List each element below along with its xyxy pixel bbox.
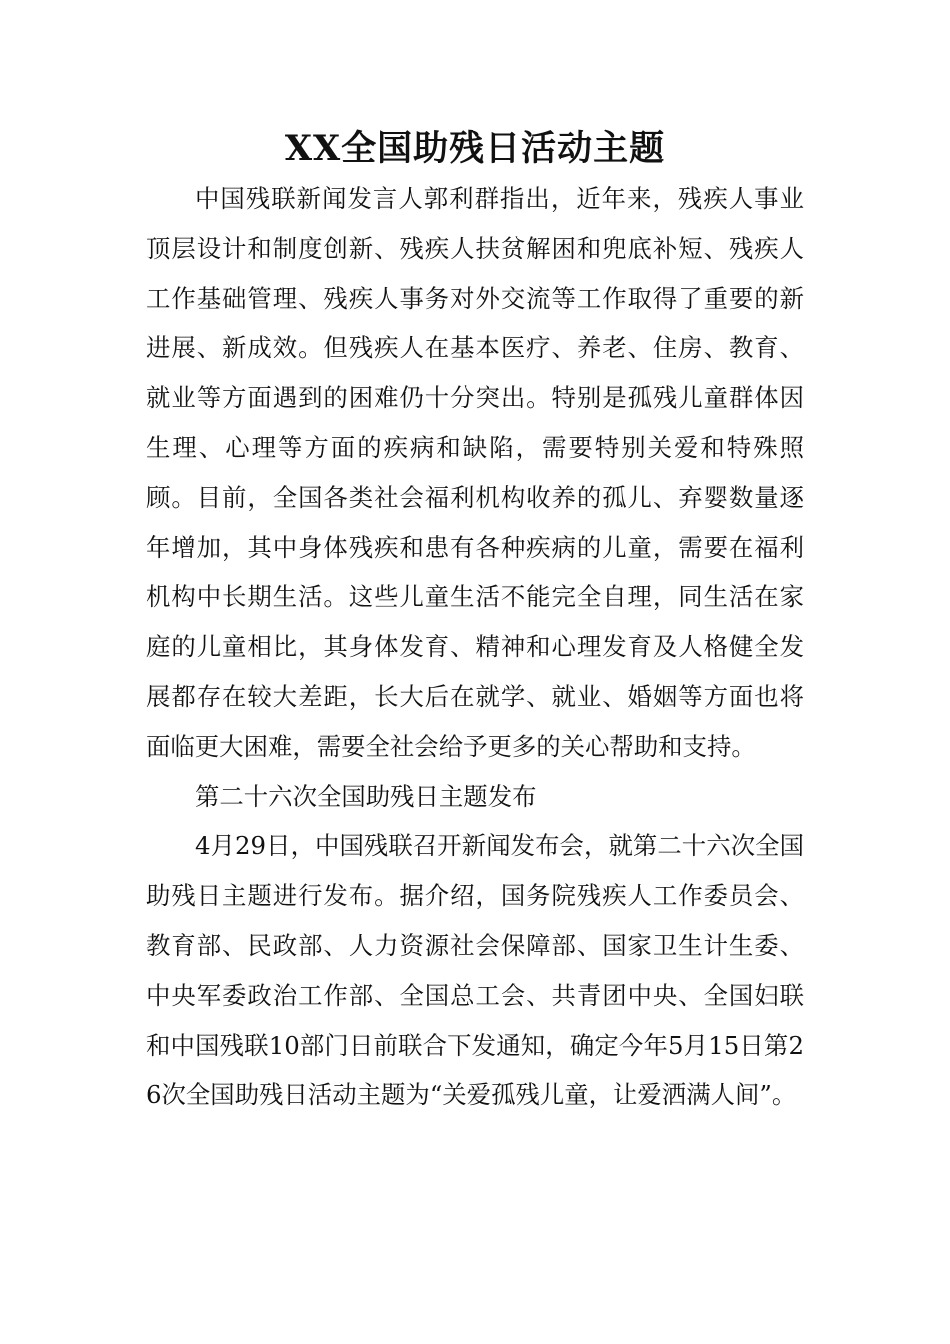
paragraph-announcement: 4月29日，中国残联召开新闻发布会，就第二十六次全国助残日主题进行发布。据介绍，国务院残疾人工作委员会、教育部、民政部、人力资源社会保障部、国家卫生计生委、中央军委政治工作部、全国总工会、共青团中央、全国妇联和中国残联10部门日前联合下发通知，确定今年5月15日第26次全国助残日活动主题为“关爱孤残儿童，让爱洒满人间”。 (146, 831, 804, 1110)
document-body (146, 174, 804, 1120)
paragraph-subheading: 第二十六次全国助残日主题发布 (195, 781, 537, 811)
document-title: XX全国助残日活动主题 (284, 128, 666, 169)
paragraph-intro: 中国残联新闻发言人郭利群指出，近年来，残疾人事业顶层设计和制度创新、残疾人扶贫解困和兜底补短、残疾人工作基础管理、残疾人事务对外交流等工作取得了重要的新进展、新成效。但残疾人在基本医疗、养老、住房、教育、就业等方面遇到的困难仍十分突出。特别是孤残儿童群体因生理、心理等方面的疾病和缺陷，需要特别关爱和特殊照顾。目前，全国各类社会福利机构收养的孤儿、弃婴数量逐年增加，其中身体残疾和患有各种疾病的儿童，需要在福利机构中长期生活。这些儿童生活不能完全自理，同生活在家庭的儿童相比，其身体发育、精神和心理发育及人格健全发展都存在较大差距，长大后在就学、就业、婚姻等方面也将面临更大困难，需要全社会给予更多的关心帮助和支持。 (146, 184, 804, 761)
